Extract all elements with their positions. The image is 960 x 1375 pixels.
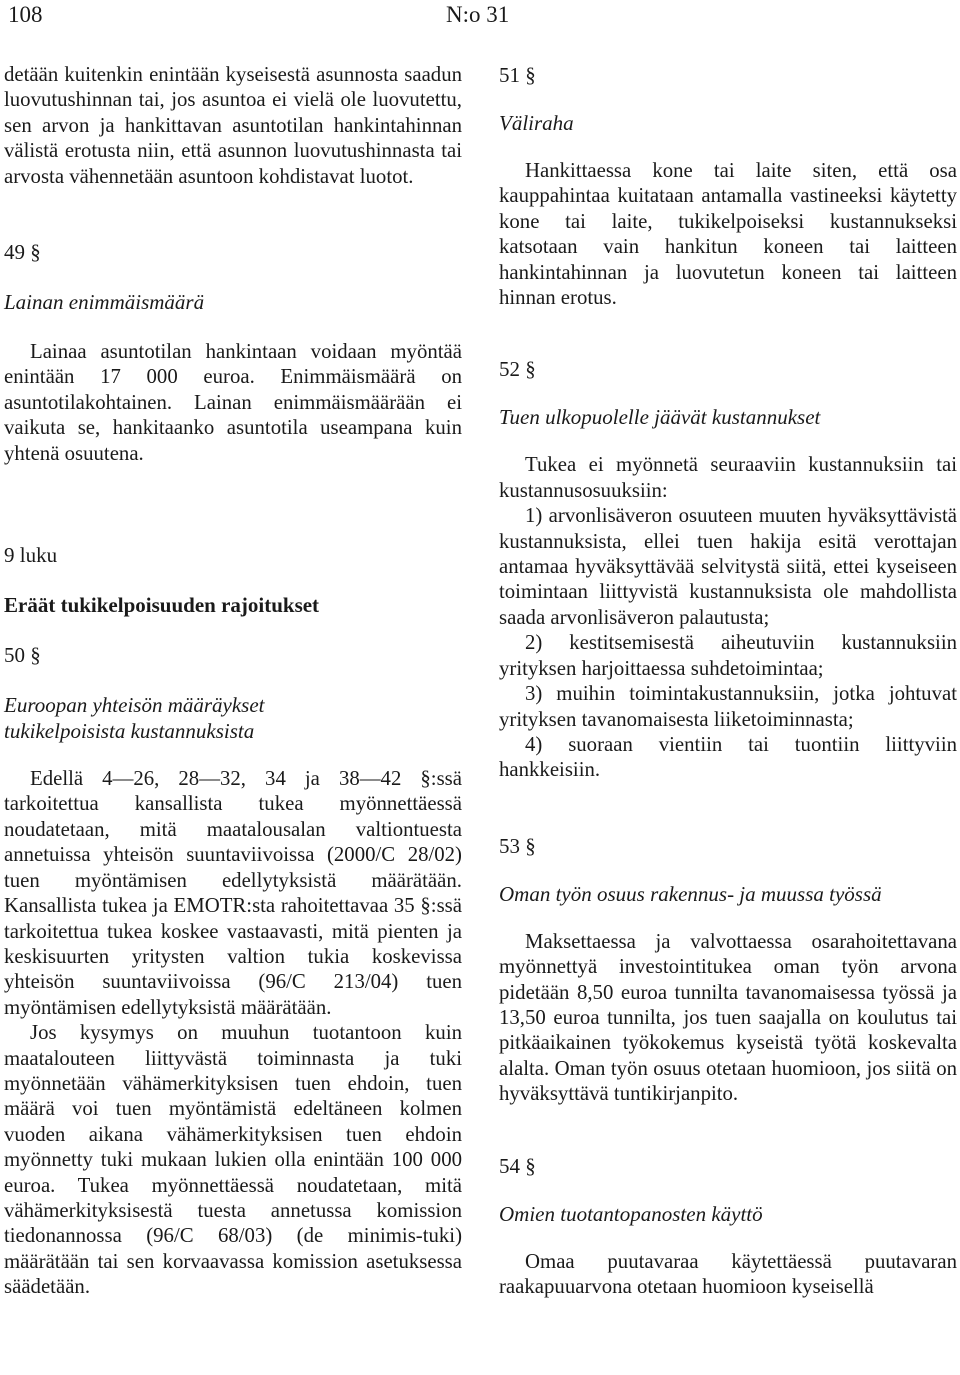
issue-number: N:o 31 (446, 2, 510, 27)
section-50-paragraph-1: Edellä 4—26, 28—32, 34 ja 38—42 §:ssä tarkoitettua kansallista tukea myönnettäessä noudatetaan, mitä maatalousalan valtiontuesta annetuissa yhteisön suuntaviivoissa (2000/C 28/02) tuen myöntämisen edellytyksistä määrätään. Kansallista tukea ja EMOTR:sta rahoitettavaa 35 §:ssä tarkoitettua tukea koskee vastaavasti, mitä pienten ja keskisuurten yritysten valtion tukia koskevissa yhteisön suuntaviivoissa (96/C 213/04) tuen myöntämisen edellytyksistä määrätään. (4, 767, 462, 1019)
section-49-text: Lainaa asuntotilan hankintaan voidaan myöntää enintään 17 000 euroa. Enimmäismäärä on asuntotilakohtainen. Lainan enimmäismäärään ei vaikuta se, hankitaanko asuntotila useampana kuin yhtenä osuutena. (4, 340, 462, 465)
section-52-item-2: 2) kestitsemisestä aiheutuviin kustannuksiin yrityksen harjoittaessa suhdetoimintaa; (499, 631, 957, 680)
continuation-paragraph: detään kuitenkin enintään kyseisestä asunnosta saadun luovutushinnan tai, jos asuntoa ei vielä ole luovutettu, sen arvon ja hankittavan asuntotilan hankintahinnan välistä erotusta niin, että asunnon luovutushinnasta tai arvosta vähennetään asuntoon kohdistavat luotot. (4, 63, 462, 188)
section-54-text: Omaa puutavaraa käytettäessä puutavaran raakapuuarvona otetaan huomioon kyseisellä (499, 1249, 957, 1298)
section-50-paragraph-2: Jos kysymys on muuhun tuotantoon kuin maatalouteen liittyvästä toiminnasta ja tuki myönnetään vähämerkityksisen tuen ehdoin, tuen määrä voi tuen myöntämistä edeltäneen kolmen vuoden aikana vähämerkityksisen tuen ehdoin myönnetty tuki mukaan lukien olla enintään 100 000 euroa. Tukea myönnettäessä noudatetaan, mitä vähämerkityksisestä tuesta annetussa komission tiedonannossa (96/C 68/03) (de minimis-tuki) määrätään tai sen korvaavassa komission asetuksessa säädetään. (4, 1021, 462, 1299)
section-51-text: Hankittaessa kone tai laite siten, että osa kauppahintaa kuitataan antamalla vastineeksi käytetty kone tai laite, tukikelpoiseksi kustannukseksi katsotaan vain hankitun koneen tai laitteen hankintahinnan ja luovutetun koneen tai laitteen hinnan erotus. (499, 159, 957, 310)
chapter-title: Eräät tukikelpoisuuden rajoitukset (4, 593, 320, 618)
right-column (499, 62, 957, 1299)
section-49-title: Lainan enimmäismäärä (4, 290, 205, 315)
section-52-item-4: 4) suoraan vientiin tai tuontiin liittyviin hankkeisiin. (499, 732, 957, 782)
page-number: 108 (8, 2, 43, 27)
section-50-number: 50 § (4, 643, 41, 668)
section-52-title: Tuen ulkopuolelle jäävät kustannukset (499, 405, 821, 430)
section-53-number: 53 § (499, 833, 536, 858)
section-52-intro: Tukea ei myönnetä seuraaviin kustannuksiin tai kustannusosuuksiin: (499, 453, 957, 502)
section-52-number: 52 § (499, 357, 536, 382)
section-54-number: 54 § (499, 1153, 536, 1178)
section-54-title: Omien tuotantopanosten käyttö (499, 1201, 763, 1226)
section-53-text: Maksettaessa ja valvottaessa osarahoitettavana myönnettyä investointitukea oman työn arvona pidetään 8,50 euroa tunnilta tavanomaisessa työssä ja 13,50 euroa tunnilta, jos tuen saajalla on koulutus tai pitkäaikainen työkokemus kyseistä työtä koskevalta alalta. Oman työn osuus otetaan huomioon, jos siitä on hyväksyttävä tuntikirjanpito. (499, 929, 957, 1106)
section-50-title-line1: Euroopan yhteisön määräykset (4, 693, 265, 718)
section-49-number: 49 § (4, 240, 41, 265)
section-53-title: Oman työn osuus rakennus- ja muussa työssä (499, 881, 882, 906)
left-column (4, 62, 462, 1300)
section-51-number: 51 § (499, 63, 536, 87)
chapter-number: 9 luku (4, 543, 58, 568)
section-50-title-line2: tukikelpoisista kustannuksista (4, 719, 255, 744)
section-51-title: Väliraha (499, 111, 574, 135)
page-header (8, 2, 952, 32)
section-52-item-3: 3) muihin toimintakustannuksiin, jotka johtuvat yrityksen tavanomaisesta liiketoiminnasta; (499, 682, 957, 731)
section-52-item-1: 1) arvonlisäveron osuuteen muuten hyväksyttävistä kustannuksista, ellei tuen hakija esitä verottajan antamaa hyväksyttävää selvitystä siitä, ettei kyseiseen toimintaan liittyvistä kustannuksista ole mahdollista saada arvonlisäveron palautusta; (499, 504, 957, 629)
